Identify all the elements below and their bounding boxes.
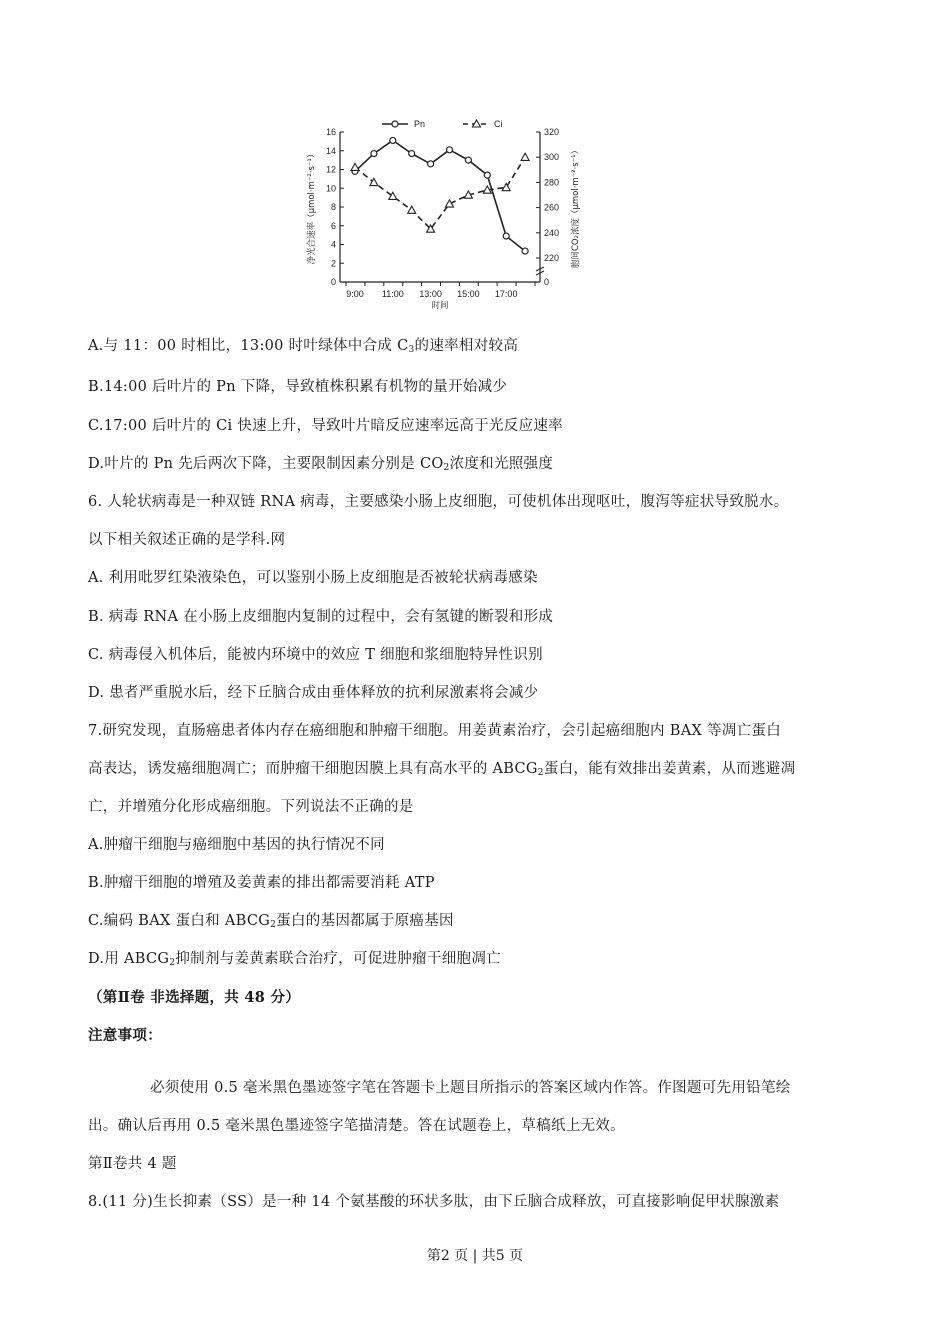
left-tick-label: 10 [325,183,336,194]
q5-option-c: C.17:00 后叶片的 Ci 快速上升，导致叶片暗反应速率远高于光反应速率 [88,418,563,434]
pn-point [428,161,434,167]
pn-point [371,151,377,157]
pn-point [409,151,415,157]
q6-option-d: D. 患者严重脱水后，经下丘脑合成由垂体释放的抗利尿激素将会减少 [88,685,539,701]
ci-point [502,183,510,190]
ci-point [446,200,454,207]
notice-line2: 出。确认后再用 0.5 毫米黑色墨迹签字笔描清楚。答在试题卷上，草稿纸上无效。 [88,1118,625,1134]
series-line-pn [355,140,525,251]
section2-count: 第Ⅱ卷共 4 题 [88,1156,177,1172]
q6-stem-line1: 6. 人轮状病毒是一种双链 RNA 病毒，主要感染小肠上皮细胞，可使机体出现呕吐，腹泻等症状导致脱水。 [88,494,789,510]
notice-title: 注意事项： [88,1027,162,1044]
pn-point [522,248,528,254]
right-tick-label: 220 [544,253,560,263]
right-tick-label: 0 [544,277,550,287]
q8-stem: 8.(11 分)生长抑素（SS）是一种 14 个氨基酸的环状多肽，由下丘脑合成释放，可直接影响促甲状腺激素 [88,1194,780,1210]
left-tick-label: 4 [330,239,336,250]
x-tick-label: 17:00 [494,289,518,299]
q7-stem-line3: 亡，并增殖分化形成癌细胞。下列说法不正确的是 [88,799,414,815]
x-tick-label: 9:00 [346,289,364,299]
left-tick-label: 2 [330,258,336,269]
x-tick-label: 13:00 [419,289,442,299]
q5-option-d: D.叶片的 Pn 先后两次下降，主要限制因素分别是 $CO_2$浓度和光照强度 [88,456,554,473]
q6-stem-line2: 以下相关叙述正确的是学科.网 [88,532,286,548]
q7-stem-line1: 7.研究发现，直肠癌患者体内存在癌细胞和肿瘤干细胞。用姜黄素治疗，会引起癌细胞内 BAX 等凋亡蛋白 [88,723,781,739]
left-tick-label: 14 [325,145,336,156]
left-tick-label: 16 [325,127,336,137]
right-axis-label: 胞间CO₂浓度（μmol·m⁻²·s⁻¹） [571,145,581,269]
q7-option-c: C.编码 BAX 蛋白和 $ABCG_2$蛋白的基因都属于原癌基因 [88,913,454,930]
q7-option-a: A.肿瘤干细胞与癌细胞中基因的执行情况不同 [88,837,385,853]
pn-point [465,157,471,163]
chart-svg [300,112,600,322]
q5-option-b: B.14:00 后叶片的 Pn 下降，导致植株积累有机物的量开始减少 [88,379,508,395]
left-tick-label: 6 [330,220,336,231]
ci-point [408,206,416,213]
left-tick-label: 8 [330,202,336,212]
pn-point [447,147,453,153]
legend-ci-label: Ci [494,119,503,129]
pn-point [503,233,509,239]
ci-point [521,153,529,160]
x-tick-label: 11:00 [381,289,404,299]
ci-point [351,163,359,170]
q5-option-a: A.与 11：00 时相比，13:00 时叶绿体中合成 $C_3$的速率相对较高 [88,338,519,355]
q6-option-b: B. 病毒 RNA 在小肠上皮细胞内复制的过程中，会有氢键的断裂和形成 [88,609,554,625]
right-tick-label: 280 [544,177,560,188]
photosynthesis-chart [300,112,600,322]
left-axis-label: 净光合速率（μmol·m⁻²·s⁻¹） [307,149,317,265]
right-tick-label: 260 [544,202,560,213]
left-tick-label: 12 [325,164,336,175]
page-footer: 第2 页 | 共5 页 [426,1248,524,1264]
q6-option-a: A. 利用吡罗红染液染色，可以鉴别小肠上皮细胞是否被轮状病毒感染 [88,570,538,586]
right-tick-label: 320 [544,127,560,137]
x-tick-label: 15:00 [457,289,480,299]
pn-point [390,137,396,143]
section2-title: （第Ⅱ卷 非选择题，共 48 分） [88,989,301,1006]
x-axis-label: 时间 [431,301,449,311]
right-tick-label: 240 [544,227,560,238]
pn-point [484,172,490,178]
legend-pn-marker [392,121,398,127]
legend-pn-label: Pn [414,119,426,129]
notice-line1: 必须使用 0.5 毫米黑色墨迹签字笔在答题卡上题目所指示的答案区域内作答。作图题可先用铅笔绘 [150,1080,791,1096]
right-tick-label: 300 [544,152,560,163]
q7-option-b: B.肿瘤干细胞的增殖及姜黄素的排出都需要消耗 ATP [88,875,435,891]
q7-option-d: D.用 $ABCG_2$抑制剂与姜黄素联合治疗，可促进肿瘤干细胞凋亡 [88,951,501,968]
left-tick-label: 0 [330,277,336,287]
series-line-ci [355,157,525,229]
q7-stem-line2: 高表达，诱发癌细胞凋亡；而肿瘤干细胞因膜上具有高水平的 $ABCG_2$蛋白，能有效排出姜黄素，从而逃避凋 [88,761,796,778]
q6-option-c: C. 病毒侵入机体后，能被内环境中的效应 T 细胞和浆细胞特异性识别 [88,647,543,663]
